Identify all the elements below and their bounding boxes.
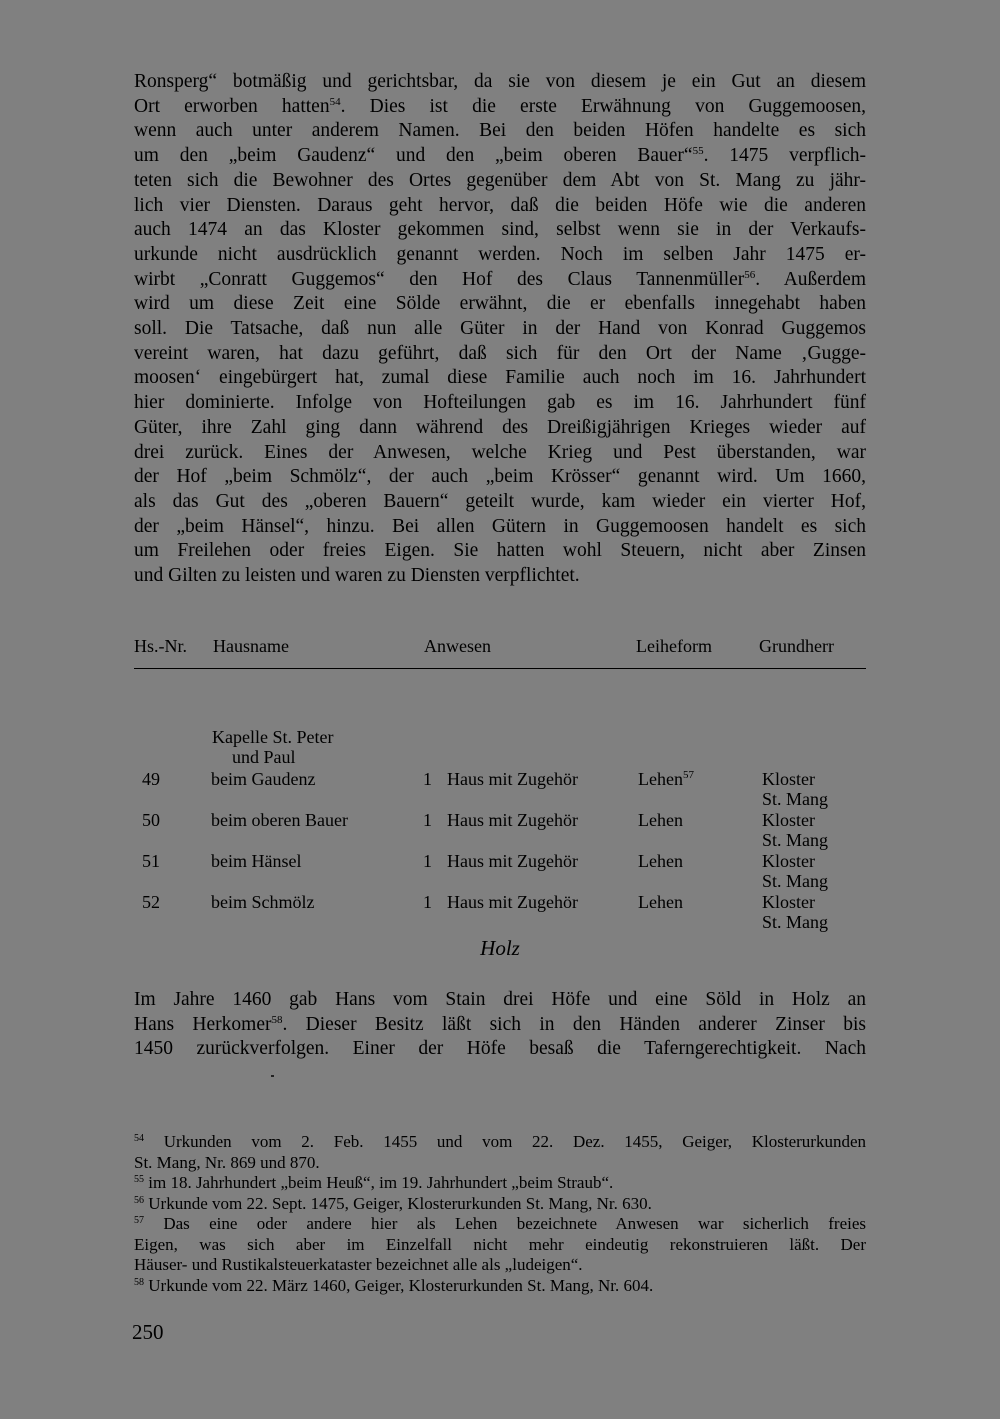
cell-hausname: beim Schmölz — [211, 892, 315, 912]
cell-nr: 49 — [142, 769, 160, 789]
cell-anwesen: Haus mit Zugehör — [447, 851, 578, 871]
cell-count: 1 — [423, 810, 432, 830]
cell-grundherr: Kloster — [762, 892, 815, 912]
cell-anwesen: Haus mit Zugehör — [447, 892, 578, 912]
cell-grundherr-cont: St. Mang — [762, 789, 829, 809]
text-line: urkunde nicht ausdrücklich genannt werden. Noch im selben Jahr 1475 er- — [134, 243, 866, 265]
chapel-name-cont: und Paul — [232, 747, 296, 767]
footnote-number: 57 — [134, 1215, 144, 1226]
footnote-number: 54 — [134, 1133, 144, 1144]
footnote-line: $^{57}$ Das eine oder andere hier als Lehen bezeichnete Anwesen war sicherlich freies — [134, 1214, 866, 1233]
text-line — [134, 144, 866, 169]
text-line: drei zurück. Eines der Anwesen, welche Krieg und Pest überstanden, war — [134, 441, 866, 463]
text-line: Güter, ihre Zahl ging dann während des Dreißigjährigen Krieges wieder auf — [134, 416, 866, 438]
scan-speck — [271, 1075, 274, 1077]
cell-nr: 52 — [142, 892, 160, 912]
text-line: teten sich die Bewohner des Ortes gegenüber dem Abt von St. Mang zu jähr- — [134, 169, 866, 191]
footnote-line: Eigen, was sich aber im Einzelfall nicht mehr eindeutig rekonstruieren läßt. Der — [134, 1234, 866, 1254]
text-line: wenn auch unter anderem Namen. Bei den beiden Höfen handelte es sich — [134, 120, 866, 142]
text-line: der „beim Hänsel“, hinzu. Bei allen Gütern in Guggemoosen handelt es sich — [134, 515, 866, 537]
footnote-ref: 57 — [682, 769, 694, 781]
cell-grundherr: Kloster — [762, 810, 815, 830]
cell-anwesen: Haus mit Zugehör — [447, 810, 578, 830]
col-header-anwesen: Anwesen — [424, 636, 491, 656]
cell-grundherr-cont: St. Mang — [762, 871, 829, 891]
cell-anwesen: Haus mit Zugehör — [447, 769, 578, 789]
text-line: moosen‘ eingebürgert hat, zumal diese Familie auch noch im 16. Jahrhundert — [134, 367, 866, 389]
text-line — [134, 1013, 866, 1038]
text-line: wird um diese Zeit eine Sölde erwähnt, die er ebenfalls innegehabt haben — [134, 293, 866, 315]
cell-count: 1 — [423, 851, 432, 871]
footnote-ref: 55 — [692, 145, 704, 158]
footnote-number: 56 — [134, 1194, 144, 1206]
footnote — [134, 1214, 866, 1276]
cell-hausname: beim oberen Bauer — [211, 810, 348, 830]
text-line — [134, 95, 866, 120]
cell-count: 1 — [423, 892, 432, 912]
footnote-line: $^{58}$ Urkunde vom 22. März 1460, Geiger, Klosterurkunden St. Mang, Nr. 604. — [134, 1275, 654, 1295]
cell-grundherr-cont: St. Mang — [762, 830, 829, 850]
text-line — [134, 268, 866, 293]
text-line: um Freilehen oder freies Eigen. Sie hatten wohl Steuern, nicht aber Zinsen — [134, 540, 866, 562]
cell-leiheform: Lehen — [638, 851, 683, 871]
footnote — [134, 1173, 866, 1194]
text-run: . Außerdem — [755, 268, 866, 290]
footnote — [134, 1194, 866, 1215]
cell-grundherr: Kloster — [762, 851, 815, 871]
cell-count: 1 — [423, 769, 432, 789]
text-line: soll. Die Tatsache, daß nun alle Güter in der Hand von Konrad Guggemos — [134, 318, 866, 340]
cell-grundherr-cont: St. Mang — [762, 912, 829, 932]
text-line: vereint waren, hat dazu geführt, daß sich für den Ort der Name ‚Gugge- — [134, 342, 866, 364]
text-run: Hans Herkomer — [134, 1013, 272, 1035]
text-line: Im Jahre 1460 gab Hans vom Stain drei Höfe und eine Söld in Holz an — [134, 989, 866, 1010]
text-run: Ort erworben hatten — [134, 95, 330, 117]
footnote-number: 55 — [134, 1174, 144, 1185]
text-run: . Dies ist die erste Erwähnung von Guggemoosen, — [340, 95, 866, 117]
footnote — [134, 1276, 866, 1297]
text-line: der Hof „beim Schmölz“, der auch „beim Krösser“ genannt wird. Um 1660, — [134, 466, 866, 488]
footnote-ref: 54 — [329, 95, 341, 108]
page-number: 250 — [132, 1320, 164, 1344]
cell-hausname: beim Gaudenz — [211, 769, 316, 789]
text-run: . 1475 verpflich- — [703, 145, 866, 167]
chapel-name: Kapelle St. Peter — [212, 727, 334, 747]
cell-leiheform: Lehen$^{57}$ — [638, 769, 694, 789]
footnote-number: 58 — [134, 1276, 144, 1288]
col-header-grundherr: Grundherr — [759, 636, 834, 656]
text-run: wirbt „Conratt Guggemos“ den Hof des Claus Tannenmüller — [134, 268, 745, 290]
footnote-line: Häuser- und Rustikalsteuerkataster bezeichnet alle als „ludeigen“. — [134, 1255, 583, 1274]
body-paragraph — [134, 70, 866, 589]
cell-leiheform: Lehen — [638, 892, 683, 912]
body-paragraph-holz — [134, 988, 866, 1062]
footnote-line: St. Mang, Nr. 869 und 870. — [134, 1152, 320, 1172]
footnote-ref: 56 — [744, 268, 756, 281]
cell-leiheform: Lehen — [638, 810, 683, 830]
col-header-nr: Hs.-Nr. — [134, 636, 187, 656]
text-line: und Gilten zu leisten und waren zu Diensten verpflichtet. — [134, 565, 580, 587]
text-line: 1450 zurückverfolgen. Einer der Höfe besaß die Taferngerechtigkeit. Nach — [134, 1038, 866, 1060]
text-line: hier dominierte. Infolge von Hofteilungen gab es im 16. Jahrhundert fünf — [134, 392, 866, 414]
section-heading: Holz — [480, 936, 520, 960]
footnote-ref: 58 — [271, 1013, 283, 1026]
footnote-line: $^{55}$ im 18. Jahrhundert „beim Heuß“, im 19. Jahrhundert „beim Straub“. — [134, 1173, 614, 1192]
cell-nr: 51 — [142, 851, 160, 871]
text-line: lich vier Diensten. Daraus geht hervor, daß die beiden Höfe wie die anderen — [134, 194, 866, 216]
house-table — [134, 634, 866, 932]
text-line: Ronsperg“ botmäßig und gerichtsbar, da sie von diesem je ein Gut an diesem — [134, 71, 866, 92]
footnote-line: $^{54}$ Urkunden vom 2. Feb. 1455 und vom 22. Dez. 1455, Geiger, Klosterurkunden — [134, 1132, 866, 1151]
text-run: um den „beim Gaudenz“ und den „beim oberen Bauer“ — [134, 145, 693, 167]
footnote-line: $^{56}$ Urkunde vom 22. Sept. 1475, Geiger, Klosterurkunden St. Mang, Nr. 630. — [134, 1193, 652, 1213]
text-line: als das Gut des „oberen Bauern“ geteilt wurde, kam wieder ein vierter Hof, — [134, 490, 866, 512]
text-run: . Dieser Besitz läßt sich in den Händen anderer Zinser bis — [282, 1013, 866, 1035]
cell-hausname: beim Hänsel — [211, 851, 302, 871]
footnotes — [134, 1132, 866, 1296]
col-header-hausname: Hausname — [213, 636, 289, 656]
text-line: auch 1474 an das Kloster gekommen sind, selbst wenn sie in der Verkaufs- — [134, 219, 866, 241]
table-header — [134, 634, 866, 669]
col-header-leiheform: Leiheform — [636, 636, 712, 656]
cell-nr: 50 — [142, 810, 160, 830]
footnote — [134, 1132, 866, 1173]
main-text-block — [134, 70, 866, 589]
cell-grundherr: Kloster — [762, 769, 815, 789]
